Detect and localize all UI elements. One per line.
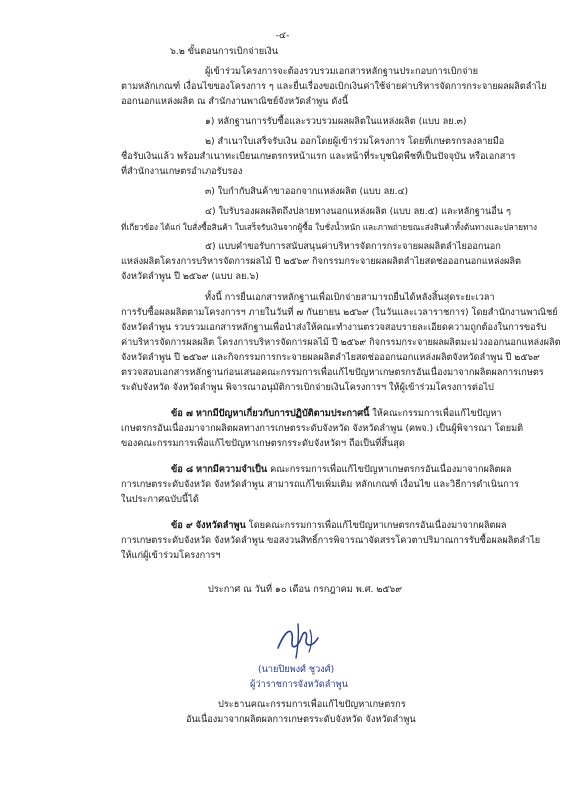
clause-9-first-line — [171, 520, 506, 532]
clause-8-first-line — [171, 464, 512, 476]
paragraph-line: การเกษตรระดับจังหวัด จังหวัดลำพูน สามารถแก้ไขเพิ่มเติม หลักเกณฑ์ เงื่อนไข และวิธีการดำเนินการ — [121, 479, 519, 490]
announcement-date: ประกาศ ณ วันที่ ๑๐ เดือน กรกฎาคม พ.ศ. ๒๕๖๙ — [208, 584, 402, 595]
paragraph-line: ออกนอกแหล่งผลิต ณ สำนักงานพาณิชย์จังหวัดลำพูน ดังนี้ — [121, 96, 349, 107]
paragraph-line: จังหวัดลำพูน รวบรวมเอกสารหลักฐานเพื่อนำส่งให้คณะทำงานตรวจสอบรายละเอียดความถูกต้องในการขอรับ — [121, 322, 547, 333]
paragraph-line: ให้แก่ผู้เข้าร่วมโครงการฯ — [121, 550, 221, 561]
page-number: -๔- — [275, 30, 290, 41]
clause-text: โดยคณะกรรมการเพื่อแก้ไขปัญหาเกษตรกรอันเนื่องมาจากผลิตผล — [245, 520, 507, 531]
list-item: ๓) ใบกำกับสินค้าขาออกจากแหล่งผลิต (แบบ ลย.๔) — [205, 186, 409, 197]
clause-bold-text: หากมีปัญหาเกี่ยวกับการปฏิบัติตามประกาศนี้ — [195, 408, 370, 419]
list-item: ๕) แบบคำขอรับการสนับสนุนค่าบริหารจัดการกระจายผลผลิตลำไยออกนอก — [205, 241, 501, 252]
clause-bold-text: จังหวัดลำพูน — [195, 520, 246, 531]
clause-7-first-line — [171, 408, 502, 420]
list-item: ๑) หลักฐานการรับซื้อและรวบรวมผลผลิตในแหล่งผลิต (แบบ ลย.๓) — [205, 116, 467, 127]
paragraph-line: ตรวจสอบเอกสารหลักฐานก่อนเสนอคณะกรรมการเพื่อแก้ไขปัญหาเกษตรกรอันเนื่องมาจากผลิตผลการเกษตร — [121, 367, 544, 378]
clause-label: ข้อ ๙ — [171, 520, 193, 531]
signatory-role: อันเนื่องมาจากผลิตผลการเกษตรระดับจังหวัด จังหวัดลำพูน — [186, 714, 416, 725]
paragraph-line: การรับซื้อผลผลิตตามโครงการฯ ภายในวันที่ ๗ กันยายน ๒๕๖๙ (ในวันและเวลาราชการ) โดยสำนักงานพาณิชย์ — [121, 307, 558, 318]
paragraph-line: ตามหลักเกณฑ์ เงื่อนไขของโครงการ ๆ และยื่นเรื่องขอเบิกเงินค่าใช้จ่ายค่าบริหารจัดการกระจายผลผลิตลำไย — [121, 81, 547, 92]
paragraph-line: ในประกาศฉบับนี้ได้ — [121, 494, 199, 505]
section-heading: ๖.๒ ขั้นตอนการเบิกจ่ายเงิน — [170, 46, 279, 57]
list-item-continuation: ชื่อรับเงินแล้ว พร้อมสำเนาทะเบียนเกษตรกรหน้าแรก และหน้าที่ระบุชนิดพืชที่เป็นปัจจุบัน หรือเอกสาร — [121, 151, 516, 162]
paragraph-line: ของคณะกรรมการเพื่อแก้ไขปัญหาเกษตรกรระดับจังหวัดฯ ถือเป็นที่สิ้นสุด — [121, 438, 405, 449]
list-item: ๔) ใบรับรองผลผลิตถึงปลายทางนอกแหล่งผลิต (แบบ ลย.๕) และหลักฐานอื่น ๆ — [205, 206, 511, 217]
paragraph-line: จังหวัดลำพูน ปี ๒๕๖๙ และกิจกรรมการกระจายผลผลิตลำไยสดช่อออกนอกแหล่งผลิตจังหวัดลำพูน ปี ๒๕๖๙ — [121, 352, 540, 363]
paragraph-line: การเกษตรระดับจังหวัด จังหวัดลำพูน ขอสงวนสิทธิ์การพิจารณาจัดสรรโควตาปริมาณการรับซื้อผลผลิตลำไย — [121, 535, 541, 546]
paragraph-line: ทั้งนี้ การยื่นเอกสารหลักฐานเพื่อเบิกจ่ายสามารถยื่นได้หลังสิ้นสุดระยะเวลา — [205, 292, 495, 303]
signatory-role: ประธานคณะกรรมการเพื่อแก้ไขปัญหาเกษตรกร — [218, 699, 406, 710]
clause-label: ข้อ ๘ — [171, 464, 194, 475]
paragraph-line: เกษตรกรอันเนื่องมาจากผลิตผลทางการเกษตรระดับจังหวัด จังหวัดลำพูน (คพจ.) เป็นผู้พิจารณา โดยมติ — [121, 423, 524, 434]
list-item-continuation: ที่สำนักงานเกษตรอำเภอรับรอง — [121, 166, 243, 177]
signatory-position: ผู้ว่าราชการจังหวัดลำพูน — [250, 679, 348, 690]
list-item-continuation: จังหวัดลำพูน ปี ๒๕๖๙ (แบบ ลย.๖) — [121, 271, 259, 282]
clause-label: ข้อ ๗ — [171, 408, 193, 419]
signatory-name: (นายปิยพงศ์ ชูวงศ์) — [258, 664, 335, 675]
clause-bold-text: หากมีความจำเป็น — [196, 464, 268, 475]
handwritten-signature — [268, 618, 328, 662]
list-item-continuation: แหล่งผลิตโครงการบริหารจัดการผลไม้ ปี ๒๕๖๙ กิจกรรมกระจายผลผลิตลำไยสดช่อออกนอกแหล่งผลิต — [121, 256, 521, 267]
paragraph-line: ผู้เข้าร่วมโครงการจะต้องรวบรวมเอกสารหลักฐานประกอบการเบิกจ่าย — [205, 66, 479, 77]
list-item-continuation: ที่เกี่ยวข้อง ได้แก่ ใบสั่งซื้อสินค้า ใบเสร็จรับเงินจากผู้ซื้อ ใบชั่งน้ำหนัก และภาพถ่ายขณะส่งสินค้าทั้งต้นทางและปลายทาง — [121, 222, 538, 232]
paragraph-line: ระดับจังหวัด จังหวัดลำพูน พิจารณาอนุมัติการเบิกจ่ายเงินโครงการฯ ให้ผู้เข้าร่วมโครงการต่อไป — [121, 382, 494, 393]
list-item: ๒) สำเนาใบเสร็จรับเงิน ออกโดยผู้เข้าร่วมโครงการ โดยที่เกษตรกรลงลายมือ — [205, 136, 505, 147]
paragraph-line: ค่าบริหารจัดการผลผลิต โครงการบริหารจัดการผลไม้ ปี ๒๕๖๙ กิจกรรมกระจายผลผลิตมะม่วงออกนอกแหล่งผลิต — [121, 337, 561, 348]
clause-text: คณะกรรมการเพื่อแก้ไขปัญหาเกษตรกรอันเนื่องมาจากผลิตผล — [267, 464, 512, 475]
clause-text: ให้คณะกรรมการเพื่อแก้ไขปัญหา — [369, 408, 502, 419]
